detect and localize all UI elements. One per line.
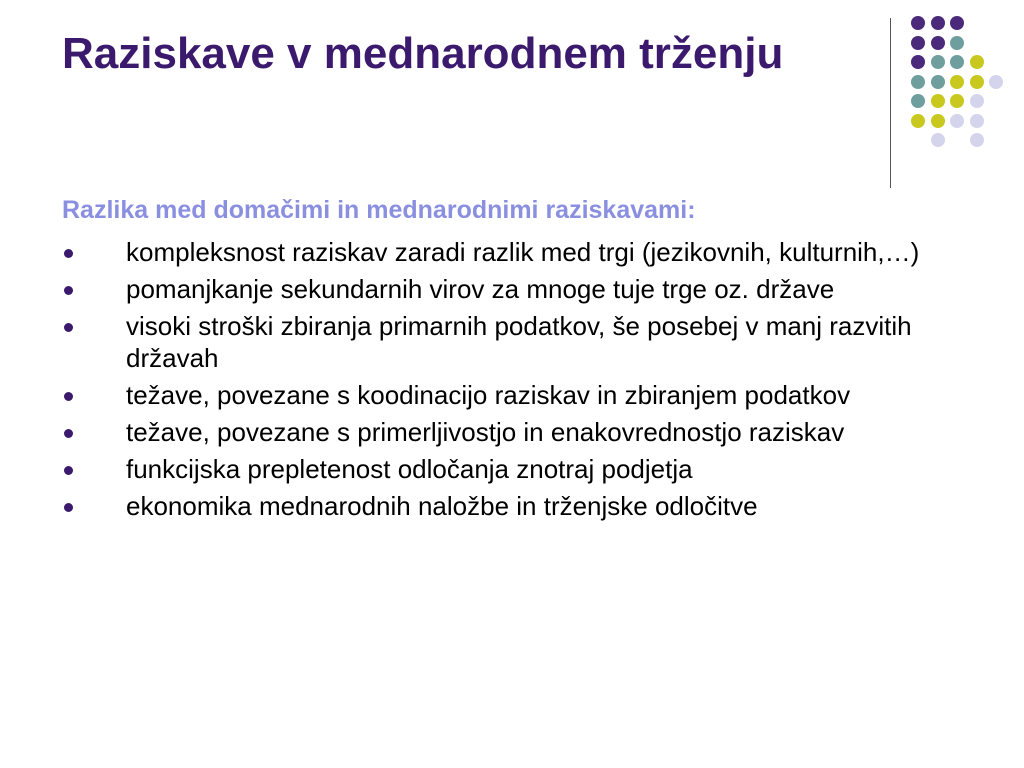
decorative-dot-lavender bbox=[989, 75, 1003, 89]
decorative-dot-teal bbox=[931, 75, 945, 89]
bullet-text: pomanjkanje sekundarnih virov za mnoge tuje trge oz. države bbox=[126, 274, 835, 304]
bullet-icon bbox=[64, 249, 73, 258]
bullet-icon bbox=[64, 286, 73, 295]
bullet-item bbox=[62, 236, 992, 268]
decorative-dot-purple bbox=[950, 16, 964, 30]
decorative-dot-olive bbox=[950, 75, 964, 89]
bullet-list bbox=[62, 236, 992, 527]
decorative-dot-teal bbox=[950, 55, 964, 69]
decorative-dot-purple bbox=[931, 16, 945, 30]
bullet-text: funkcijska prepletenost odločanja znotraj podjetja bbox=[126, 454, 693, 484]
decorative-dot-lavender bbox=[970, 133, 984, 147]
decorative-dot-lavender bbox=[931, 133, 945, 147]
bullet-icon bbox=[64, 323, 73, 332]
bullet-item bbox=[62, 379, 992, 411]
decorative-dot-purple bbox=[911, 36, 925, 50]
bullet-text: težave, povezane s koodinacijo raziskav in zbiranjem podatkov bbox=[126, 380, 851, 410]
bullet-text: visoki stroški zbiranja primarnih podatkov, še posebej v manj razvitih državah bbox=[126, 311, 912, 373]
decorative-dot-lavender bbox=[950, 114, 964, 128]
decorative-dot-olive bbox=[950, 94, 964, 108]
decorative-dot-purple bbox=[911, 16, 925, 30]
decorative-dot-teal bbox=[931, 55, 945, 69]
decorative-dot-grid bbox=[0, 0, 1024, 200]
bullet-item bbox=[62, 490, 992, 522]
slide-title: Raziskave v mednarodnem trženju bbox=[62, 29, 784, 78]
bullet-icon bbox=[64, 466, 73, 475]
decorative-dot-teal bbox=[950, 36, 964, 50]
decorative-dot-olive bbox=[931, 114, 945, 128]
decorative-dot-olive bbox=[931, 94, 945, 108]
bullet-item bbox=[62, 273, 992, 305]
bullet-item bbox=[62, 453, 992, 485]
bullet-item bbox=[62, 416, 992, 448]
slide-subtitle: Razlika med domačimi in mednarodnimi raziskavami: bbox=[62, 196, 696, 224]
bullet-icon bbox=[64, 429, 73, 438]
bullet-text: ekonomika mednarodnih naložbe in trženjske odločitve bbox=[126, 491, 758, 521]
decorative-dot-olive bbox=[970, 55, 984, 69]
decorative-dot-teal bbox=[911, 75, 925, 89]
decorative-dot-olive bbox=[970, 75, 984, 89]
bullet-text: kompleksnost raziskav zaradi razlik med trgi (jezikovnih, kulturnih,…) bbox=[126, 237, 920, 267]
decorative-dot-olive bbox=[911, 114, 925, 128]
bullet-icon bbox=[64, 392, 73, 401]
decorative-dot-lavender bbox=[970, 94, 984, 108]
decorative-dot-purple bbox=[931, 36, 945, 50]
decorative-dot-teal bbox=[911, 94, 925, 108]
decorative-dot-purple bbox=[911, 55, 925, 69]
bullet-item bbox=[62, 310, 992, 374]
bullet-icon bbox=[64, 503, 73, 512]
decorative-dot-lavender bbox=[970, 114, 984, 128]
bullet-text: težave, povezane s primerljivostjo in enakovrednostjo raziskav bbox=[126, 417, 845, 447]
